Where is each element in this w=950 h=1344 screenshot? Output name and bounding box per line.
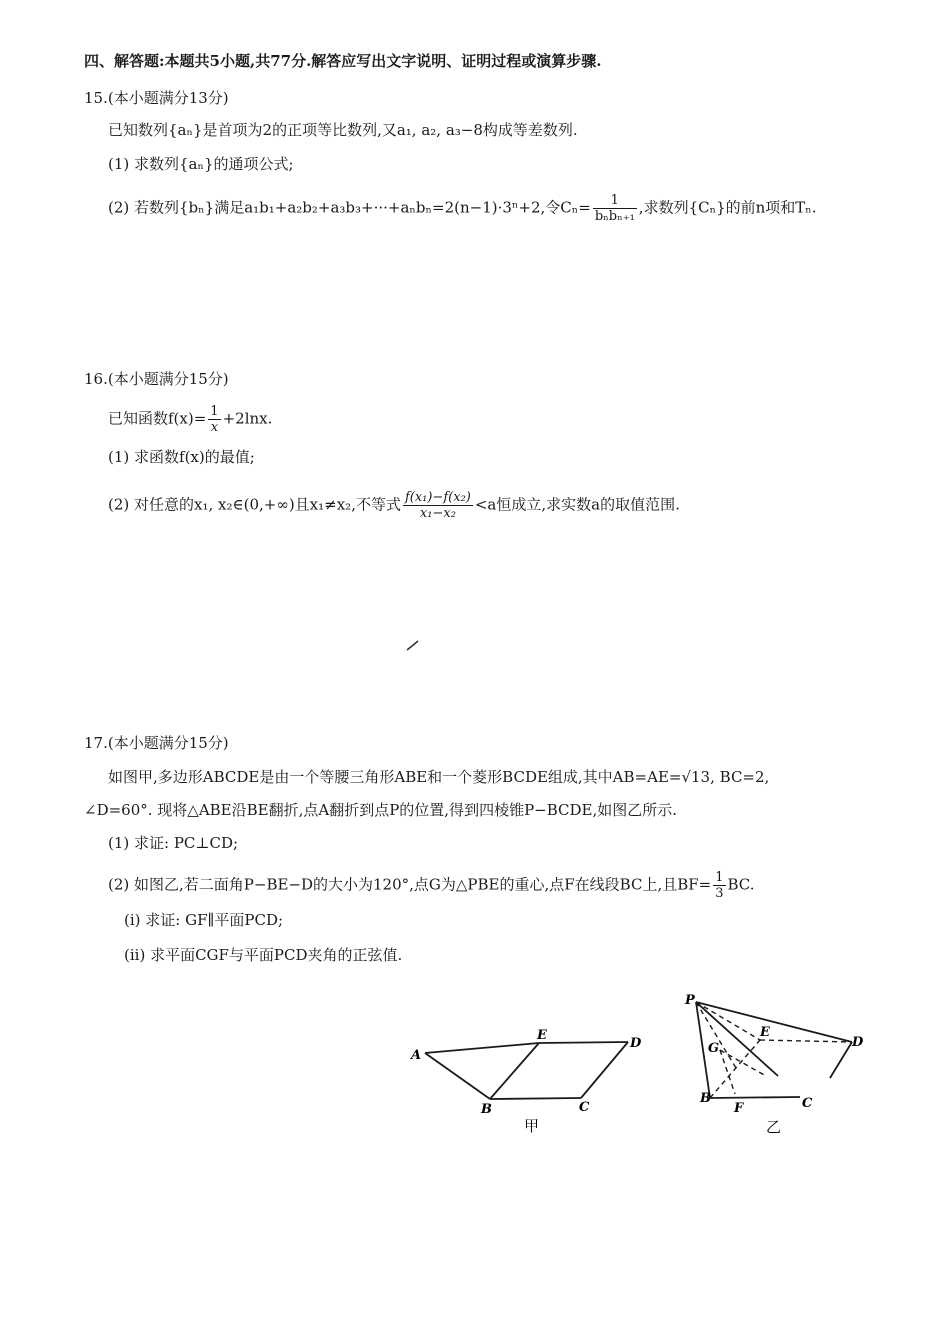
q16-part2	[108, 490, 680, 521]
section-header: 四、解答题:本题共5小题,共77分.解答应写出文字说明、证明过程或演算步骤.	[84, 52, 602, 70]
q16-part2-frac-num: f(x₁)−f(x₂)	[404, 490, 471, 505]
q16-stem-text-a: 已知函数f(x)=	[108, 409, 207, 428]
label-D: D	[852, 1035, 864, 1050]
q15-frac-num: 1	[593, 193, 637, 209]
q16-part2-text-a: (2) 对任意的x₁, x₂∈(0,+∞)且x₁≠x₂,不等式	[108, 495, 401, 514]
edge-BE	[490, 1043, 539, 1099]
pen-mark	[406, 640, 420, 652]
q16-part2-fraction	[403, 490, 473, 521]
q16-part2-text-b: <a恒成立,求实数a的取值范围.	[474, 495, 680, 514]
q15-fraction	[593, 193, 637, 224]
edge-PE	[696, 1002, 760, 1040]
q16-stem-frac-den: x	[210, 420, 219, 435]
q17-part2-i: (i) 求证: GF∥平面PCD;	[124, 911, 284, 929]
label-E: E	[760, 1025, 770, 1040]
q17-part2	[108, 870, 755, 901]
q16-part1: (1) 求函数f(x)的最值;	[108, 448, 255, 466]
label-P: P	[685, 993, 695, 1008]
q15-part2	[108, 193, 817, 224]
label-F: F	[734, 1101, 744, 1116]
q15-part1: (1) 求数列{aₙ}的通项公式;	[108, 155, 294, 173]
q17-frac-den: 3	[715, 886, 724, 901]
label-G: G	[708, 1041, 720, 1056]
edge-BC	[490, 1098, 581, 1099]
label-B: B	[481, 1102, 492, 1117]
label-E: E	[537, 1028, 547, 1043]
edge-CD	[830, 1042, 852, 1078]
caption-jia: 甲	[524, 1117, 540, 1135]
q15-part2-text-a: (2) 若数列{bₙ}满足a₁b₁+a₂b₂+a₃b₃+···+aₙbₙ=2(n−1)·3ⁿ+2,令Cₙ=	[108, 198, 591, 217]
edge-AB	[425, 1053, 490, 1099]
q17-part2-ii: (ii) 求平面CGF与平面PCD夹角的正弦值.	[124, 946, 403, 964]
label-C: C	[579, 1100, 590, 1115]
edge-PM	[696, 1002, 736, 1068]
edge-ED	[539, 1042, 628, 1043]
q17-stem-line1: 如图甲,多边形ABCDE是由一个等腰三角形ABE和一个菱形BCDE组成,其中AB=AE=√13, BC=2,	[108, 768, 770, 786]
q15-title: 15.(本小题满分13分)	[84, 89, 229, 107]
q16-title: 16.(本小题满分15分)	[84, 370, 229, 388]
edge-GC	[720, 1050, 766, 1076]
q16-part2-frac-den: x₁−x₂	[419, 506, 456, 521]
q16-stem-fraction	[208, 404, 220, 435]
edge-GF	[720, 1050, 735, 1094]
figure-yi	[680, 990, 870, 1140]
q17-part2-text-b: BC.	[727, 875, 755, 894]
label-D: D	[630, 1036, 642, 1051]
edge-DC	[581, 1042, 628, 1098]
edge-BC	[710, 1097, 800, 1098]
label-B: B	[700, 1091, 711, 1106]
q17-stem-line2: ∠D=60°. 现将△ABE沿BE翻折,点A翻折到点P的位置,得到四棱锥P−BCDE,如图乙所示.	[84, 801, 678, 819]
figure-jia	[405, 1025, 645, 1137]
q16-stem-text-b: +2lnx.	[222, 409, 273, 428]
q16-stem	[108, 404, 272, 435]
edge-ED	[760, 1040, 852, 1042]
edge-AE	[425, 1043, 539, 1053]
caption-yi: 乙	[766, 1118, 782, 1136]
q17-part1: (1) 求证: PC⊥CD;	[108, 834, 239, 852]
label-A: A	[411, 1048, 422, 1063]
q16-stem-frac-num: 1	[210, 404, 219, 419]
q15-part2-text-b: ,求数列{Cₙ}的前n项和Tₙ.	[638, 198, 817, 217]
q17-part2-text-a: (2) 如图乙,若二面角P−BE−D的大小为120°,点G为△PBE的重心,点F在线段BC上,且BF=	[108, 875, 712, 894]
q17-fraction	[713, 870, 725, 901]
q17-title: 17.(本小题满分15分)	[84, 734, 229, 752]
q15-stem: 已知数列{aₙ}是首项为2的正项等比数列,又a₁, a₂, a₃−8构成等差数列.	[108, 121, 578, 139]
label-C: C	[802, 1096, 813, 1111]
q17-frac-num: 1	[715, 870, 724, 885]
q15-frac-den: bₙbₙ₊₁	[594, 209, 635, 224]
